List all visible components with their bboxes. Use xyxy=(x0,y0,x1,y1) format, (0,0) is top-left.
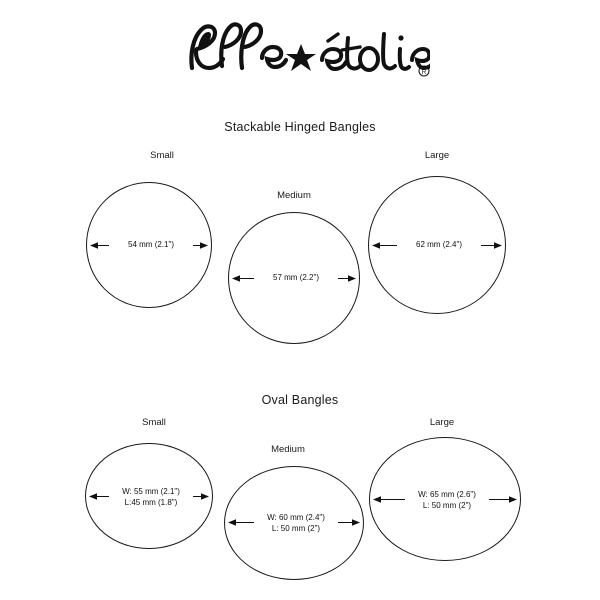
section-title-oval-bangles: Oval Bangles xyxy=(261,393,339,407)
size-label-oval-small: Small xyxy=(142,417,166,428)
dimension-text-oval-small-length: L:45 mm (1.8") xyxy=(109,498,193,508)
dimension-text-hinged-small: 54 mm (2.1") xyxy=(109,240,193,250)
brand-logo xyxy=(0,14,600,89)
section-title-hinged-bangles: Stackable Hinged Bangles xyxy=(224,120,376,134)
svg-text:R: R xyxy=(421,70,427,76)
dimension-text-oval-medium-length: L: 50 mm (2") xyxy=(254,524,338,534)
dimension-text-oval-medium-width: W: 60 mm (2.4") xyxy=(254,513,338,523)
size-label-oval-medium: Medium xyxy=(271,444,305,455)
dimension-text-hinged-medium: 57 mm (2.2") xyxy=(254,273,338,283)
dimension-text-oval-large-width: W: 65 mm (2.6") xyxy=(405,490,489,500)
size-label-oval-large: Large xyxy=(429,417,455,428)
size-label-hinged-large: Large xyxy=(424,150,450,161)
dimension-text-oval-large-length: L: 50 mm (2") xyxy=(405,501,489,511)
size-label-hinged-small: Small xyxy=(150,150,174,161)
dimension-text-hinged-large: 62 mm (2.4") xyxy=(397,240,481,250)
size-label-hinged-medium: Medium xyxy=(277,190,311,201)
dimension-text-oval-small-width: W: 55 mm (2.1") xyxy=(109,487,193,497)
